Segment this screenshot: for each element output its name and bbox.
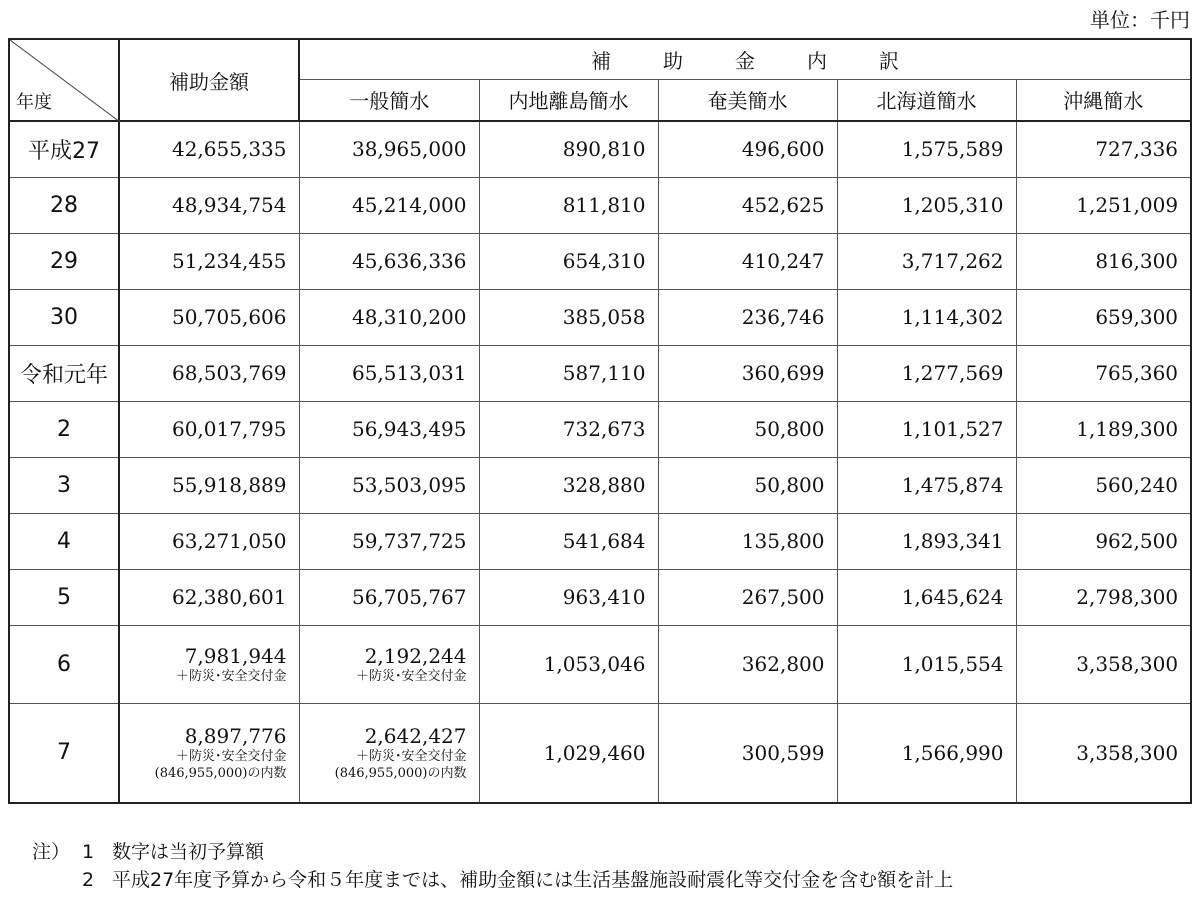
total-cell: [119, 177, 299, 233]
total-value: 68,503,769: [171, 361, 287, 385]
table-row: [9, 233, 1191, 289]
table-row: [9, 703, 1191, 803]
table-row: [9, 177, 1191, 233]
total-cell: [119, 457, 299, 513]
year-cell: 令和元年: [9, 345, 119, 401]
okinawa-cell: 816,300: [1016, 233, 1191, 289]
general-value: 2,642,427: [364, 723, 467, 748]
okinawa-cell: 1,251,009: [1016, 177, 1191, 233]
hokkaido-cell: 3,717,262: [837, 233, 1016, 289]
table-row: [9, 289, 1191, 345]
breakdown-header: [299, 39, 1191, 79]
hokkaido-cell: 1,575,589: [837, 121, 1016, 177]
total-value: 63,271,050: [171, 529, 287, 553]
notes: [32, 838, 953, 894]
general-cell: [299, 625, 479, 703]
islands-cell: 1,029,460: [479, 703, 658, 803]
total-value: 62,380,601: [171, 585, 287, 609]
year-cell: 5: [9, 569, 119, 625]
table-row: [9, 121, 1191, 177]
table-row: [9, 457, 1191, 513]
table-row: [9, 569, 1191, 625]
col-header-okinawa: 沖縄簡水: [1016, 79, 1191, 121]
year-cell: 2: [9, 401, 119, 457]
general-cell: [299, 233, 479, 289]
amami-cell: 135,800: [658, 513, 837, 569]
hokkaido-cell: 1,015,554: [837, 625, 1016, 703]
breakdown-char: 訳: [879, 48, 900, 73]
general-cell: [299, 121, 479, 177]
hokkaido-cell: 1,101,527: [837, 401, 1016, 457]
total-cell: [119, 289, 299, 345]
note-text: 数字は当初予算額: [112, 841, 265, 863]
breakdown-char: 金: [735, 48, 756, 73]
total-note: ＋防災･安全交付金: [175, 668, 287, 684]
year-cell: 平成27: [9, 121, 119, 177]
year-cell: 30: [9, 289, 119, 345]
general-cell: [299, 457, 479, 513]
total-value: 51,234,455: [171, 249, 287, 273]
general-cell: [299, 177, 479, 233]
amami-cell: 267,500: [658, 569, 837, 625]
total-cell: [119, 345, 299, 401]
total-header: 補助金額: [119, 39, 299, 121]
total-note: ＋防災･安全交付金: [175, 748, 287, 764]
islands-cell: 654,310: [479, 233, 658, 289]
okinawa-cell: 1,189,300: [1016, 401, 1191, 457]
okinawa-cell: 765,360: [1016, 345, 1191, 401]
total-value: 55,918,889: [171, 473, 287, 497]
corner-header: [9, 39, 119, 121]
hokkaido-cell: 1,277,569: [837, 345, 1016, 401]
year-cell: 28: [9, 177, 119, 233]
general-note: ＋防災･安全交付金: [355, 748, 467, 764]
year-cell: 3: [9, 457, 119, 513]
general-cell: [299, 401, 479, 457]
general-value: 53,503,095: [351, 473, 467, 497]
breakdown-char: 補: [591, 48, 612, 73]
year-cell: 7: [9, 703, 119, 803]
breakdown-char: 助: [663, 48, 684, 73]
hokkaido-cell: 1,114,302: [837, 289, 1016, 345]
note-2: [32, 866, 953, 894]
col-header-amami: 奄美簡水: [658, 79, 837, 121]
col-header-general: 一般簡水: [299, 79, 479, 121]
islands-cell: 1,053,046: [479, 625, 658, 703]
amami-cell: 362,800: [658, 625, 837, 703]
general-value: 38,965,000: [351, 137, 467, 162]
general-value: 2,192,244: [364, 643, 467, 668]
okinawa-cell: 727,336: [1016, 121, 1191, 177]
islands-cell: 328,880: [479, 457, 658, 513]
hokkaido-cell: 1,205,310: [837, 177, 1016, 233]
amami-cell: 300,599: [658, 703, 837, 803]
total-cell: [119, 513, 299, 569]
okinawa-cell: 3,358,300: [1016, 625, 1191, 703]
hokkaido-cell: 1,893,341: [837, 513, 1016, 569]
table-row: [9, 345, 1191, 401]
general-note: (846,955,000)の内数: [334, 765, 467, 781]
hokkaido-cell: 1,566,990: [837, 703, 1016, 803]
table-row: [9, 625, 1191, 703]
general-value: 45,214,000: [351, 193, 467, 217]
okinawa-cell: 3,358,300: [1016, 703, 1191, 803]
general-cell: [299, 513, 479, 569]
total-value: 50,705,606: [171, 305, 287, 329]
general-cell: [299, 569, 479, 625]
okinawa-cell: 659,300: [1016, 289, 1191, 345]
amami-cell: 236,746: [658, 289, 837, 345]
unit-label: 単位：千円: [1090, 8, 1190, 32]
subsidy-table: [8, 38, 1192, 804]
note-prefix: 注）: [32, 841, 71, 863]
general-value: 45,636,336: [351, 249, 467, 273]
total-value: 48,934,754: [171, 193, 287, 217]
total-note: (846,955,000)の内数: [154, 765, 287, 781]
table-row: [9, 513, 1191, 569]
general-value: 56,705,767: [351, 585, 467, 609]
amami-cell: 360,699: [658, 345, 837, 401]
general-cell: [299, 345, 479, 401]
general-cell: [299, 289, 479, 345]
table-body: [9, 121, 1191, 803]
general-value: 48,310,200: [351, 305, 467, 329]
islands-cell: 890,810: [479, 121, 658, 177]
islands-cell: 541,684: [479, 513, 658, 569]
islands-cell: 963,410: [479, 569, 658, 625]
table-row: [9, 401, 1191, 457]
total-value: 42,655,335: [171, 137, 287, 162]
general-value: 56,943,495: [351, 417, 467, 441]
amami-cell: 50,800: [658, 401, 837, 457]
amami-cell: 496,600: [658, 121, 837, 177]
col-header-hokkaido: 北海道簡水: [837, 79, 1016, 121]
total-cell: [119, 121, 299, 177]
okinawa-cell: 962,500: [1016, 513, 1191, 569]
total-cell: [119, 401, 299, 457]
islands-cell: 811,810: [479, 177, 658, 233]
note-index: 1: [82, 841, 95, 863]
total-cell: [119, 625, 299, 703]
breakdown-char: 内: [807, 48, 828, 73]
amami-cell: 50,800: [658, 457, 837, 513]
note-1: [32, 838, 953, 866]
note-index: 2: [82, 869, 95, 891]
amami-cell: 410,247: [658, 233, 837, 289]
total-cell: [119, 569, 299, 625]
general-value: 59,737,725: [351, 529, 467, 553]
general-note: ＋防災･安全交付金: [355, 668, 467, 684]
total-value: 60,017,795: [171, 417, 287, 441]
islands-cell: 385,058: [479, 289, 658, 345]
year-cell: 4: [9, 513, 119, 569]
total-value: 8,897,776: [184, 723, 287, 748]
general-value: 65,513,031: [351, 361, 467, 385]
islands-cell: 732,673: [479, 401, 658, 457]
col-header-islands: 内地離島簡水: [479, 79, 658, 121]
amami-cell: 452,625: [658, 177, 837, 233]
okinawa-cell: 560,240: [1016, 457, 1191, 513]
hokkaido-cell: 1,645,624: [837, 569, 1016, 625]
year-header: 年度: [16, 92, 52, 113]
islands-cell: 587,110: [479, 345, 658, 401]
okinawa-cell: 2,798,300: [1016, 569, 1191, 625]
year-cell: 29: [9, 233, 119, 289]
general-cell: [299, 703, 479, 803]
total-value: 7,981,944: [184, 643, 287, 668]
note-text: 平成27年度予算から令和５年度までは、補助金額には生活基盤施設耐震化等交付金を含む額を計上: [112, 869, 954, 891]
total-cell: [119, 233, 299, 289]
year-cell: 6: [9, 625, 119, 703]
total-cell: [119, 703, 299, 803]
hokkaido-cell: 1,475,874: [837, 457, 1016, 513]
